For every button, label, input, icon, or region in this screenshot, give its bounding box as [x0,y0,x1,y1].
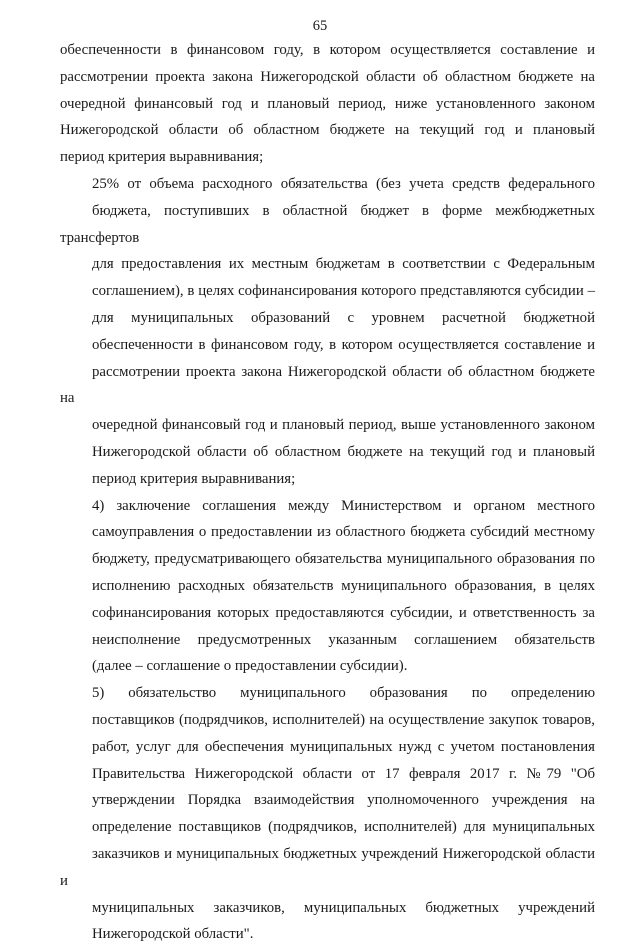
page-number: 65 [312,18,328,34]
paragraph-line: очередной финансовый год и плановый период, ниже установленного законом [60,95,595,112]
paragraph-line: для муниципальных образований с уровнем расчетной бюджетной [92,309,595,326]
paragraph-line: работ, услуг для обеспечения муниципальных нужд с учетом постановления [92,738,595,755]
paragraph-line: 5) обязательство муниципального образования по определению [92,685,595,702]
paragraph-line: неисполнение предусмотренных указанным соглашением обязательств [92,631,595,648]
paragraph-line: очередной финансовый год и плановый период, выше установленного законом [92,417,595,434]
paragraph [60,680,595,948]
paragraph-line: период критерия выравнивания; [92,470,296,487]
paragraph-line: рассмотрении проекта закона Нижегородской области об областном бюджете на [60,363,595,407]
paragraph-line: рассмотрении проекта закона Нижегородской области об областном бюджете на [60,68,595,85]
paragraph-line: для предоставления их местным бюджетам в соответствии с Федеральным [92,256,595,273]
paragraph-line: Нижегородской области об областном бюджете на текущий год и плановый [60,122,595,139]
paragraph-line: исполнению расходных обязательств муниципального образования, в целях [92,577,595,594]
paragraph-line: софинансирования которых предоставляются субсидии, и ответственность за [92,604,595,621]
document-body [60,37,595,948]
paragraph-line: определение поставщиков (подрядчиков, исполнителей) для муниципальных [92,819,595,836]
paragraph-line: 4) заключение соглашения между Министерством и органом местного [92,497,595,514]
paragraph-line: бюджета, поступивших в областной бюджет в форме межбюджетных трансфертов [60,202,595,246]
paragraph-line: муниципальных заказчиков, муниципальных бюджетных учреждений [92,899,595,916]
paragraph-line: Нижегородской области". [92,926,254,943]
paragraph-line: утверждении Порядка взаимодействия уполномоченного учреждения на [92,792,595,809]
paragraph [60,171,595,493]
paragraph-line: поставщиков (подрядчиков, исполнителей) на осуществление закупок товаров, [92,711,595,728]
paragraph-line: обеспеченности в финансовом году, в котором осуществляется составление и [60,42,595,58]
paragraph-line: соглашением), в целях софинансирования которого представляются субсидии – [92,283,595,300]
paragraph-line: Правительства Нижегородской области от 17 февраля 2017 г. №79 "Об [92,765,595,782]
paragraph-line: Нижегородской области об областном бюджете на текущий год и плановый [92,443,595,460]
paragraph-line: самоуправления о предоставлении из областного бюджета субсидий местному [92,524,595,541]
paragraph [60,37,595,171]
paragraph [60,493,595,681]
paragraph-line: бюджету, предусматривающего обязательства муниципального образования по [92,551,595,568]
paragraph-line: обеспеченности в финансовом году, в котором осуществляется составление и [92,336,595,353]
paragraph-line: 25% от объема расходного обязательства (без учета средств федерального [92,175,595,192]
paragraph-line: заказчиков и муниципальных бюджетных учреждений Нижегородской области и [60,845,595,889]
paragraph-line: (далее – соглашение о предоставлении субсидии). [92,658,408,675]
paragraph-line: период критерия выравнивания; [60,149,264,166]
